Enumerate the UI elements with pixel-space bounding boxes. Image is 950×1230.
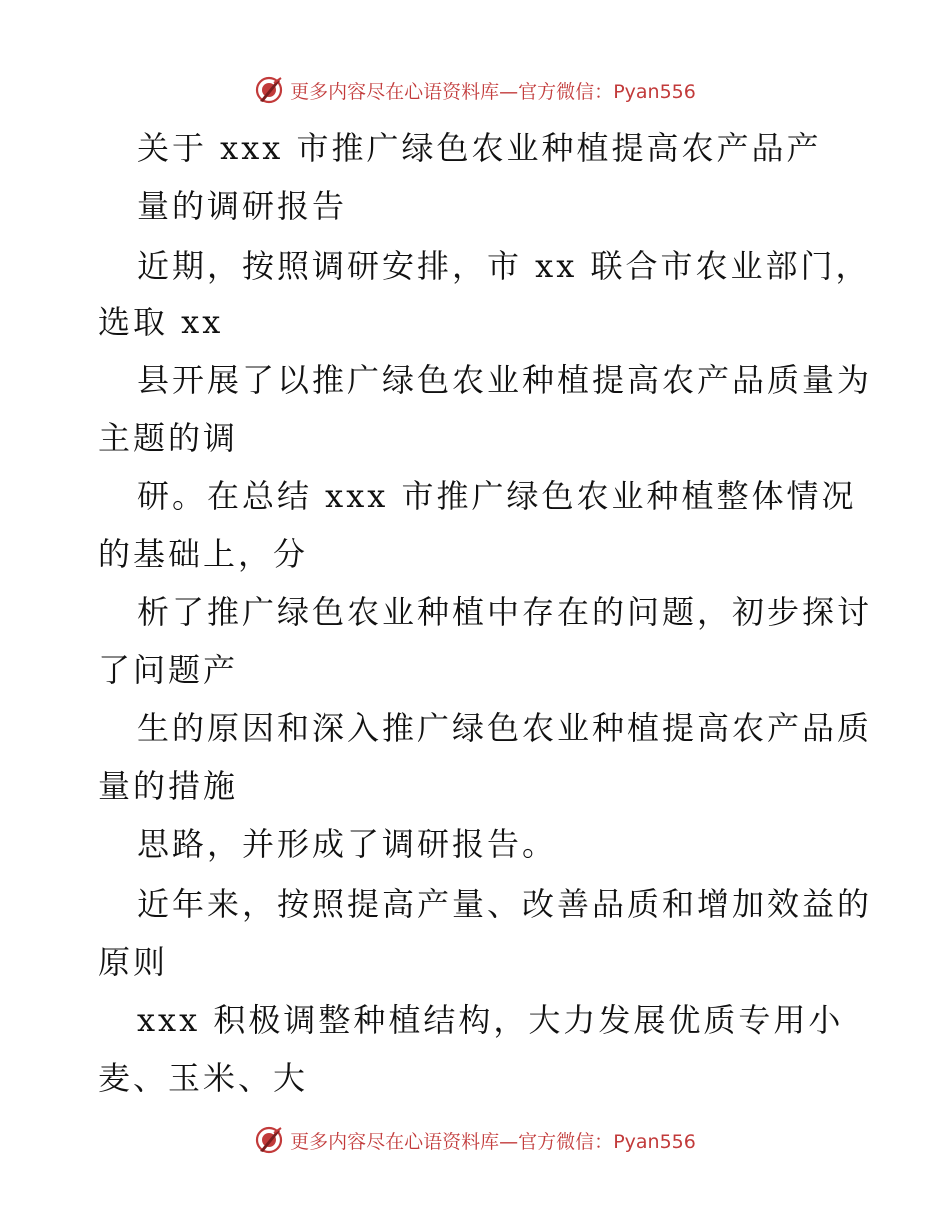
body-line: 了问题产 [98,651,239,689]
body-line: 麦、玉米、大 [98,1059,309,1097]
body-line: 生的原因和深入推广绿色农业种植提高农产品质 [137,709,873,747]
body-line: 的基础上，分 [98,535,309,573]
body-line: 原则 [98,943,169,981]
watermark-wechat-id: Pyan556 [613,1130,696,1153]
watermark-title: 更多内容尽在心语资料库 [290,1130,500,1153]
watermark-title: 更多内容尽在心语资料库 [290,80,500,103]
watermark-footer [0,1120,950,1160]
feather-quill-icon [254,1125,284,1155]
watermark-contact-label: 官方微信： [518,80,614,103]
body-line: 近年来，按照提高产量、改善品质和增加效益的 [137,885,873,923]
watermark-text [290,1127,696,1154]
body-line: 研。在总结 xxx 市推广绿色农业种植整体情况 [137,477,857,515]
body-line: 量的措施 [98,767,239,805]
watermark-contact-label: 官方微信： [518,1130,614,1153]
body-line: 县开展了以推广绿色农业种植提高农产品质量为 [137,361,873,399]
watermark-dash: — [499,80,519,103]
watermark-wechat-id: Pyan556 [613,80,696,103]
watermark-dash: — [499,1130,519,1153]
body-line: 量的调研报告 [137,187,348,225]
body-line: 析了推广绿色农业种植中存在的问题，初步探讨 [137,593,873,631]
body-line: 近期，按照调研安排，市 xx 联合市农业部门， [137,247,871,285]
body-line: xxx 积极调整种植结构，大力发展优质专用小 [137,1001,844,1039]
body-line: 关于 xxx 市推广绿色农业种植提高农产品产 [137,129,822,167]
body-line: 思路，并形成了调研报告。 [137,825,558,863]
body-line: 选取 xx [98,303,224,341]
body-line: 主题的调 [98,419,239,457]
